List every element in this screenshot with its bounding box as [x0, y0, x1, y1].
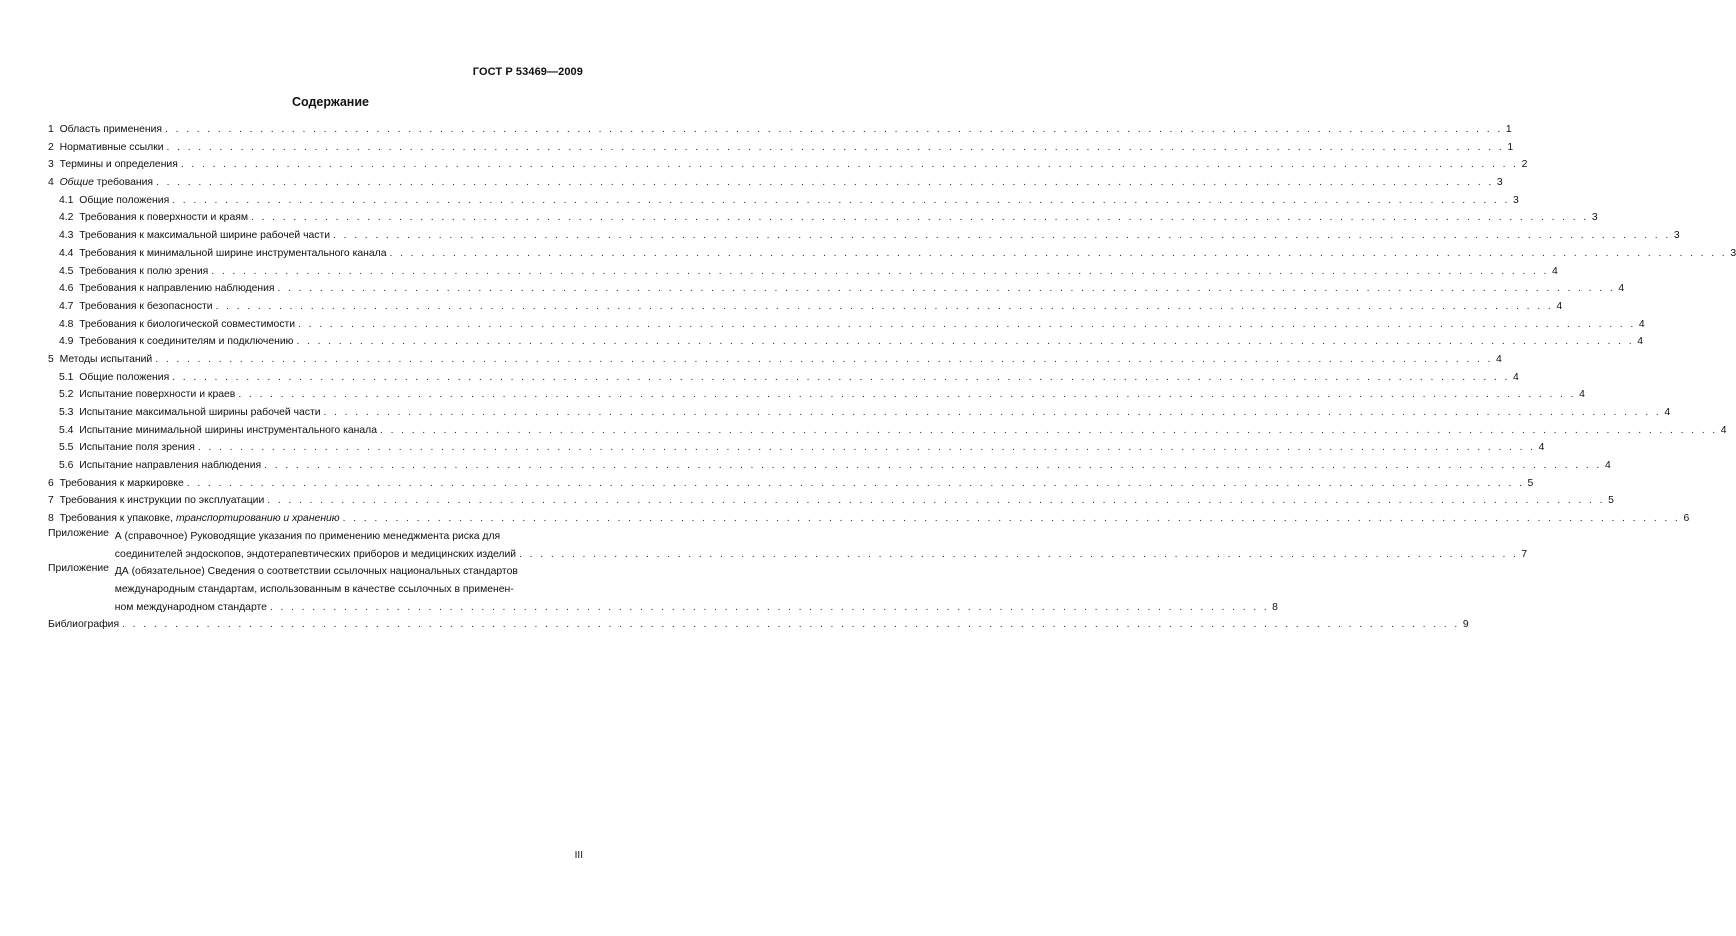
toc-text: Общие положения — [79, 371, 170, 383]
toc-entry-5-2[interactable] — [48, 386, 1585, 404]
toc-entry-8[interactable] — [48, 510, 1690, 528]
toc-text: Требования к поверхности и краям — [79, 212, 249, 224]
toc-page: 3 — [1513, 194, 1519, 206]
toc-entry-5[interactable] — [48, 351, 1502, 369]
toc-entry-7[interactable] — [48, 492, 1614, 510]
dot-leader — [122, 616, 1460, 634]
toc-entry-appendix-da[interactable] — [48, 563, 1278, 616]
toc-entry-4-7[interactable] — [48, 298, 1563, 316]
toc-page: 3 — [1730, 247, 1736, 259]
toc-page: 4 — [1579, 389, 1585, 401]
toc-entry-3[interactable] — [48, 156, 1528, 174]
dot-leader — [198, 439, 1536, 457]
dot-leader — [211, 263, 1549, 281]
toc-number: 3 — [48, 159, 54, 171]
toc-entry-4-2[interactable] — [48, 209, 1598, 227]
dot-leader — [187, 475, 1525, 493]
dot-leader — [251, 209, 1589, 227]
toc-number: 4.7 — [59, 300, 74, 312]
toc-page: 5 — [1608, 495, 1614, 507]
dot-leader — [181, 156, 1519, 174]
dot-leader — [267, 492, 1605, 510]
toc-number: 5.1 — [59, 371, 74, 383]
appendix-prefix: Приложение — [48, 563, 109, 575]
dot-leader — [172, 192, 1510, 210]
toc-page: 4 — [1496, 353, 1502, 365]
toc-number: 4.9 — [59, 336, 74, 348]
appendix-title-line: международным стандартам, использованным в качестве ссылочных в применен- — [114, 583, 514, 595]
toc-entry-4-3[interactable] — [48, 227, 1680, 245]
toc-text: Нормативные ссылки — [59, 141, 164, 153]
dot-leader — [165, 121, 1503, 139]
dot-leader — [380, 422, 1718, 440]
toc-text: Термины и определения — [59, 159, 178, 171]
toc-number: 4.4 — [59, 247, 74, 259]
toc-text-italic: Общие — [59, 177, 94, 189]
toc-number: 4.5 — [59, 265, 74, 277]
toc-number: 4 — [48, 177, 54, 189]
toc-text: Библиография — [48, 619, 120, 631]
toc-entry-4-9[interactable] — [48, 333, 1644, 351]
toc-page: 8 — [1272, 601, 1278, 613]
toc-page: 1 — [1505, 124, 1512, 135]
toc-number: 2 — [48, 141, 54, 153]
appendix-title-line: соединителей эндоскопов, эндотерапевтических приборов и медицинских изделий — [114, 548, 517, 560]
toc-text: Испытание минимальной ширины инструментального канала — [79, 424, 377, 436]
toc-entry-5-6[interactable] — [48, 457, 1611, 475]
toc-page: 5 — [1527, 477, 1534, 489]
toc-entry-4-1[interactable] — [48, 192, 1519, 210]
toc-number: 4.8 — [59, 318, 74, 330]
toc-text: Требования к полю зрения — [79, 265, 209, 277]
dot-leader — [519, 546, 1518, 564]
toc-entry-bibliography[interactable] — [48, 616, 1469, 634]
dot-leader — [238, 386, 1576, 404]
toc-number: 6 — [48, 477, 54, 489]
dot-leader — [156, 174, 1494, 192]
toc-entry-5-4[interactable] — [48, 422, 1727, 440]
toc-entry-4[interactable] — [48, 174, 1503, 192]
toc-text: Испытание поля зрения — [79, 442, 195, 454]
toc-page: 4 — [1638, 318, 1645, 330]
toc-entry-4-5[interactable] — [48, 263, 1558, 281]
dot-leader — [264, 457, 1602, 475]
toc-text: Требования к минимальной ширине инструментального канала — [79, 247, 387, 259]
toc-text: Требования к безопасности — [79, 300, 213, 312]
toc-number: 4.2 — [59, 212, 74, 224]
toc-entry-2[interactable] — [48, 139, 1514, 157]
dot-leader — [172, 369, 1510, 387]
toc-entry-appendix-a[interactable] — [48, 527, 1528, 563]
toc-number: 7 — [48, 495, 54, 507]
appendix-prefix: Приложение — [48, 527, 109, 539]
dot-leader — [324, 404, 1662, 422]
page-number: III — [574, 850, 583, 861]
toc-text: Испытание максимальной ширины рабочей части — [79, 407, 321, 418]
toc-page: 3 — [1496, 177, 1503, 189]
toc-text: Требования к инструкции по эксплуатации — [59, 495, 265, 507]
dot-leader — [216, 298, 1554, 316]
toc-text: Общие положения — [79, 194, 170, 206]
toc-entry-4-8[interactable] — [48, 316, 1645, 334]
toc-text: Испытание поверхности и краев — [79, 389, 236, 401]
toc-page: 4 — [1552, 265, 1558, 277]
toc-entry-6[interactable] — [48, 475, 1534, 493]
dot-leader — [296, 333, 1634, 351]
toc-number: 4.3 — [59, 230, 74, 242]
toc-text: требования — [93, 177, 154, 189]
toc-text: Требования к максимальной ширине рабочей части — [79, 230, 331, 242]
dot-leader — [298, 316, 1636, 334]
toc-text: Требования к соединителям и подключению — [79, 336, 294, 348]
toc-page: 2 — [1521, 159, 1528, 171]
toc-page: 4 — [1618, 283, 1625, 295]
appendix-title-line: ном международном стандарте — [114, 601, 267, 613]
toc-number: 5.4 — [59, 424, 74, 436]
toc-number: 5.2 — [59, 389, 74, 401]
toc-page: 4 — [1664, 407, 1671, 418]
toc-number: 5.3 — [59, 407, 74, 418]
toc-entry-5-5[interactable] — [48, 439, 1545, 457]
toc-page: 4 — [1538, 442, 1545, 454]
toc-page: 4 — [1513, 371, 1519, 383]
toc-entry-4-6[interactable] — [48, 280, 1625, 298]
toc-page: 4 — [1720, 424, 1727, 436]
toc-page: 4 — [1604, 460, 1611, 472]
toc-number: 5 — [48, 353, 54, 365]
toc-text: Область применения — [59, 124, 163, 135]
toc-page: 4 — [1637, 336, 1644, 348]
toc-text: Требования к направлению наблюдения — [79, 283, 275, 295]
dot-leader — [333, 227, 1671, 245]
dot-leader — [390, 245, 1728, 263]
toc-number: 4.1 — [59, 194, 74, 206]
dot-leader — [278, 280, 1616, 298]
toc-page: 6 — [1683, 513, 1690, 525]
toc-entry-4-4[interactable] — [48, 245, 1736, 263]
toc-page: 7 — [1521, 548, 1528, 560]
appendix-title-line: ДА (обязательное) Сведения о соответствии ссылочных национальных стандартов — [114, 566, 518, 578]
toc-page: 3 — [1673, 230, 1680, 242]
toc-page: 3 — [1591, 212, 1598, 224]
dot-leader — [167, 139, 1505, 157]
appendix-title-line: А (справочное) Руководящие указания по применению менеджмента риска для — [114, 530, 501, 542]
toc-text: Требования к упаковке, — [59, 513, 176, 525]
toc-number: 8 — [48, 513, 54, 525]
toc-entry-1[interactable] — [48, 121, 1512, 139]
toc-entry-5-3[interactable] — [48, 404, 1671, 422]
standard-designation: ГОСТ Р 53469—2009 — [472, 66, 583, 78]
toc-page: 9 — [1462, 619, 1469, 631]
toc-text: Испытание направления наблюдения — [79, 460, 262, 472]
toc-number: 5.5 — [59, 442, 74, 454]
toc-text: Требования к биологической совместимости — [79, 318, 296, 330]
dot-leader — [270, 599, 1269, 617]
toc-text: Методы испытаний — [59, 353, 153, 365]
toc-number: 5.6 — [59, 460, 74, 472]
table-of-contents — [48, 121, 1736, 634]
toc-number: 4.6 — [59, 283, 74, 295]
page-title: Содержание — [291, 95, 369, 109]
dot-leader — [343, 510, 1681, 528]
toc-text: Требования к маркировке — [59, 477, 184, 489]
toc-page: 4 — [1556, 300, 1563, 312]
toc-entry-5-1[interactable] — [48, 369, 1519, 387]
dot-leader — [155, 351, 1493, 369]
toc-number: 1 — [48, 124, 54, 135]
toc-page: 1 — [1507, 141, 1514, 153]
toc-text-italic: транспортированию и хранению — [175, 513, 340, 525]
